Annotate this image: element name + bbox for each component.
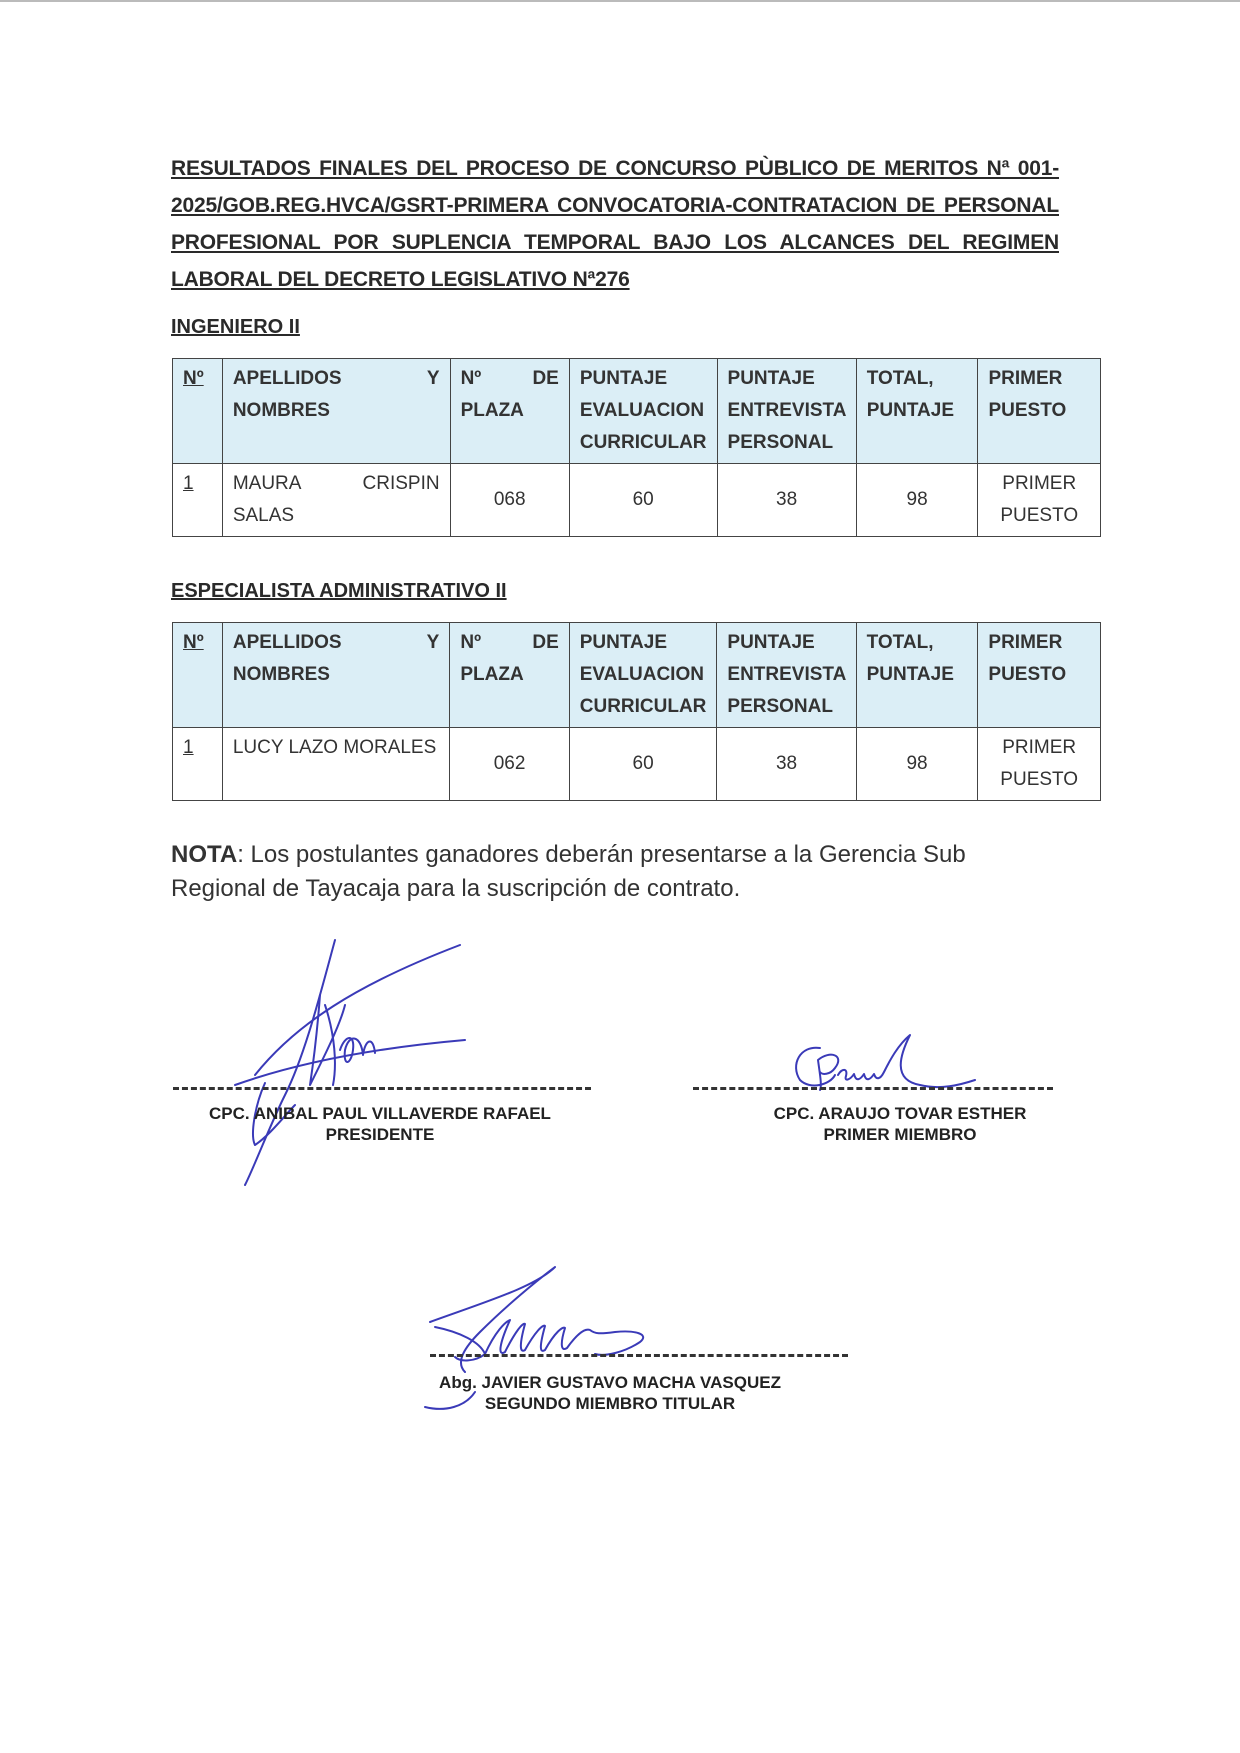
cell-name: LUCY LAZO MORALES [222, 728, 450, 801]
header-plaza-c: PLAZA [460, 664, 524, 685]
results-table-especialista [172, 622, 1101, 801]
row-name-c: SALAS [232, 505, 295, 526]
row-name-a: MAURA [232, 473, 302, 494]
results-table-ingeniero [172, 358, 1101, 537]
signature-name-president [160, 1103, 600, 1145]
header-plaza [450, 359, 569, 464]
cell-plaza: 062 [450, 728, 569, 801]
row-num: 1 [183, 473, 194, 494]
table-row [173, 464, 1101, 537]
header-num: Nº [173, 359, 223, 464]
cell-eval: 60 [569, 728, 717, 801]
section-title-especialista: ESPECIALISTA ADMINISTRATIVO II [171, 580, 507, 602]
segundo-miembro-name: Abg. JAVIER GUSTAVO MACHA VASQUEZ [439, 1373, 781, 1392]
cell-entrevista: 38 [717, 728, 856, 801]
president-name: CPC. ANIBAL PAUL VILLAVERDE RAFAEL [209, 1104, 551, 1123]
cell-puesto: PRIMER PUESTO [978, 728, 1101, 801]
header-num: Nº [173, 623, 223, 728]
section-title-ingeniero: INGENIERO II [171, 316, 300, 338]
nota-paragraph [171, 838, 1031, 906]
nota-text: : Los postulantes ganadores deberán presentarse a la Gerencia Sub Regional de Tayacaja para la suscripción de contrato. [171, 841, 966, 902]
header-name-a: APELLIDOS [232, 368, 342, 389]
cell-entrevista: 38 [717, 464, 856, 537]
signature-line-segundo-miembro [430, 1354, 848, 1357]
cell-eval: 60 [569, 464, 717, 537]
header-eval: PUNTAJE EVALUACION CURRICULAR [569, 623, 717, 728]
row-num: 1 [183, 737, 194, 758]
table-header-row [173, 359, 1101, 464]
president-role: PRESIDENTE [325, 1125, 435, 1144]
cell-total: 98 [856, 464, 978, 537]
cell-num [173, 464, 223, 537]
row-name-b: CRISPIN [362, 473, 440, 494]
table-header-row [173, 623, 1101, 728]
header-puesto: PRIMER PUESTO [978, 623, 1101, 728]
cell-puesto: PRIMER PUESTO [978, 464, 1101, 537]
cell-num [173, 728, 223, 801]
primer-miembro-name: CPC. ARAUJO TOVAR ESTHER [773, 1104, 1027, 1123]
header-name-a: APELLIDOS [232, 632, 342, 653]
header-name [222, 359, 450, 464]
primer-miembro-role: PRIMER MIEMBRO [823, 1125, 977, 1144]
header-plaza-a: Nº [460, 368, 482, 389]
signature-name-segundo-miembro [410, 1372, 810, 1414]
signature-name-primer-miembro [680, 1103, 1120, 1145]
cell-total: 98 [856, 728, 978, 801]
header-plaza-c: PLAZA [460, 400, 524, 421]
header-total: TOTAL, PUNTAJE [856, 359, 978, 464]
header-plaza-b: DE [532, 368, 559, 389]
cell-plaza: 068 [450, 464, 569, 537]
header-total: TOTAL, PUNTAJE [856, 623, 978, 728]
segundo-miembro-role: SEGUNDO MIEMBRO TITULAR [484, 1394, 736, 1413]
president-signature [225, 935, 475, 1195]
cell-name [222, 464, 450, 537]
header-plaza-b: DE [532, 632, 559, 653]
nota-label: NOTA [171, 841, 238, 868]
header-name-c: NOMBRES [232, 664, 330, 685]
header-name-b: Y [426, 368, 440, 389]
header-name-b: Y [426, 632, 440, 653]
header-entrevista: PUNTAJE ENTREVISTA PERSONAL [717, 623, 856, 728]
header-eval: PUNTAJE EVALUACION CURRICULAR [569, 359, 717, 464]
signature-line-president [173, 1087, 591, 1090]
scan-top-edge [0, 0, 1240, 2]
header-puesto: PRIMER PUESTO [978, 359, 1101, 464]
table-row [173, 728, 1101, 801]
signature-line-primer-miembro [693, 1087, 1053, 1090]
header-name [222, 623, 450, 728]
document-title: RESULTADOS FINALES DEL PROCESO DE CONCURSO PÙBLICO DE MERITOS Nª 001-2025/GOB.REG.HVCA/GSRT-PRIMERA CONVOCATORIA-CONTRATACION DE PERSONAL PROFESIONAL POR SUPLENCIA TEMPORAL BAJO LOS ALCANCES DEL REGIMEN LABORAL DEL DECRETO LEGISLATIVO Nª276 [171, 157, 1059, 291]
header-plaza-a: Nº [460, 632, 482, 653]
header-plaza [450, 623, 569, 728]
header-entrevista: PUNTAJE ENTREVISTA PERSONAL [717, 359, 856, 464]
header-name-c: NOMBRES [232, 400, 330, 421]
